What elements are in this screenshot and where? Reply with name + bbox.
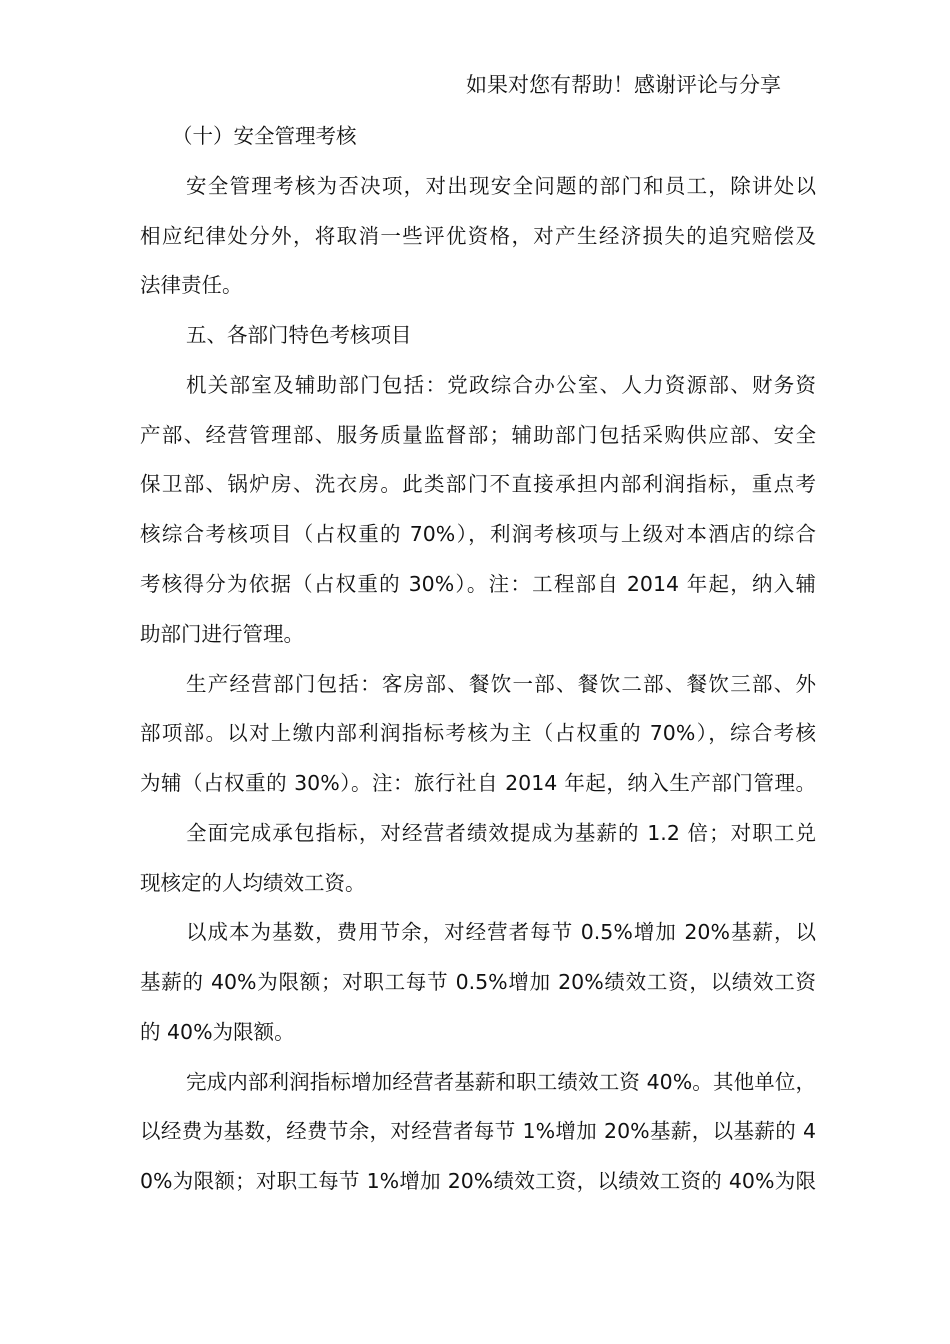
paragraph-line: 安全管理考核为否决项，对出现安全问题的部门和员工，除讲处以	[186, 174, 816, 198]
paragraph-line: 机关部室及辅助部门包括：党政综合办公室、人力资源部、财务资	[186, 373, 816, 397]
paragraph-line: 产部、经营管理部、服务质量监督部；辅助部门包括采购供应部、安全	[140, 423, 816, 447]
paragraph-line: 相应纪律处分外，将取消一些评优资格，对产生经济损失的追究赔偿及	[140, 224, 816, 248]
section-heading: 五、各部门特色考核项目	[186, 323, 412, 347]
paragraph-line: 以经费为基数，经费节余，对经营者每节 1%增加 20%基薪，以基薪的 4	[140, 1119, 816, 1143]
section-title: （十）安全管理考核	[172, 124, 357, 148]
paragraph-line: 为辅（占权重的 30%）。注：旅行社自 2014 年起，纳入生产部门管理。	[140, 771, 816, 795]
paragraph-line: 保卫部、锅炉房、洗衣房。此类部门不直接承担内部利润指标，重点考	[140, 472, 816, 496]
paragraph-line: 部项部。以对上缴内部利润指标考核为主（占权重的 70%），综合考核	[140, 721, 816, 745]
paragraph-line: 法律责任。	[140, 273, 243, 297]
header-note: 如果对您有帮助！感谢评论与分享	[466, 73, 781, 97]
paragraph-line: 助部门进行管理。	[140, 622, 304, 646]
paragraph-line: 0%为限额；对职工每节 1%增加 20%绩效工资，以绩效工资的 40%为限	[140, 1169, 816, 1193]
paragraph-line: 以成本为基数，费用节余，对经营者每节 0.5%增加 20%基薪，以	[186, 920, 816, 944]
paragraph-line: 生产经营部门包括：客房部、餐饮一部、餐饮二部、餐饮三部、外	[186, 672, 816, 696]
paragraph-line: 完成内部利润指标增加经营者基薪和职工绩效工资 40%。其他单位，	[186, 1070, 816, 1094]
paragraph-line: 全面完成承包指标，对经营者绩效提成为基薪的 1.2 倍；对职工兑	[186, 821, 816, 845]
paragraph-line: 考核得分为依据（占权重的 30%）。注：工程部自 2014 年起，纳入辅	[140, 572, 816, 596]
paragraph-line: 的 40%为限额。	[140, 1020, 295, 1044]
paragraph-line: 现核定的人均绩效工资。	[140, 871, 366, 895]
paragraph-line: 核综合考核项目（占权重的 70%），利润考核项与上级对本酒店的综合	[140, 522, 816, 546]
paragraph-line: 基薪的 40%为限额；对职工每节 0.5%增加 20%绩效工资，以绩效工资	[140, 970, 816, 994]
